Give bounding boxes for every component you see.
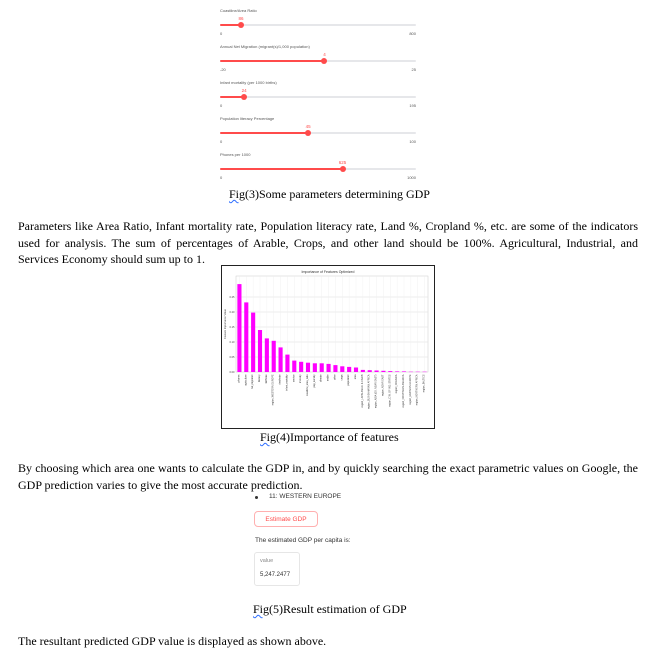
x-tick-label: birthrate [264,374,268,384]
bar [402,371,406,372]
slider-track[interactable] [220,60,416,62]
y-tick-label: 0.05 [229,356,235,359]
bar [313,363,317,372]
y-tick-label: 0.10 [229,341,235,344]
bar [279,347,283,372]
slider-max: 100 [409,139,416,144]
fig3-caption: Fig(3)Some parameters determining GDP [229,187,430,201]
bar [388,371,392,372]
slider-label: Phones per 1000 [220,152,251,157]
slider-thumb[interactable] [340,166,346,172]
slider[interactable] [218,44,418,76]
x-tick-label: region_OCEANIA [395,374,399,394]
x-tick-label: coastline_area_ratio [306,374,309,397]
x-tick-label: crops [340,374,344,381]
gdp-value: 5,247.2477 [260,572,291,578]
slider-min: 0 [220,175,223,180]
bar [395,371,399,372]
x-tick-label: industry [299,374,303,383]
slider-max: 800 [409,31,416,36]
fig4-caption: Fig(4)Importance of features [260,430,399,444]
slider-min: 0 [220,31,223,36]
x-tick-label: region_BALTICS [422,374,426,393]
bar [320,363,324,372]
slider-track[interactable] [220,96,416,98]
slider-value: 86 [238,16,244,21]
bar [251,313,255,372]
y-tick-label: 0.25 [229,296,235,299]
paragraph-parameters: Parameters like Area Ratio, Infant mortality rate, Population literacy rate, Land %, Cropland %, etc. are some of the indicators used for analysis. The sum of percentages of Arable, Crops, and other land should be 100%. Agricultural, Industrial, and Services Economy should sum up to 1. [18,219,638,266]
x-tick-label: region_C.W. OF IND. STATES [388,374,392,407]
slider[interactable] [218,8,418,40]
x-tick-label: pop_density [312,374,316,388]
bar [244,302,248,372]
bar [299,362,303,372]
x-tick-label: region_SUB-SAHARAN AFRICA [367,374,371,410]
slider-thumb[interactable] [305,130,311,136]
bar [306,363,310,372]
paragraph-result: The resultant predicted GDP value is displayed as shown above. [18,634,327,648]
slider-min: -20 [220,67,226,72]
y-tick-label: 0.15 [229,326,235,329]
bar [333,365,337,372]
slider-label: Annual Net Migration (migrant(s)/1,000 population) [220,44,310,49]
slider-max: 25 [411,67,416,72]
feature-importance-chart [221,265,435,429]
x-tick-label: region_NORTHERN AFRICA [415,374,419,406]
bar [361,370,365,372]
slider-fill [220,132,308,134]
slider-value: 4 [323,52,326,57]
x-tick-label: agriculture [244,374,248,386]
fig5-caption: Fig(5)Result estimation of GDP [253,602,407,616]
x-tick-label: population [347,374,351,386]
slider-min: 0 [220,103,223,108]
slider-thumb[interactable] [238,22,244,28]
chart-title: Importance of Features Optimized [301,270,355,274]
x-tick-label: area [354,374,357,380]
bullet-icon [255,496,258,499]
slider-value: 24 [241,88,247,93]
chart-svg [222,266,434,428]
bar [272,341,276,372]
bar [237,284,241,372]
x-tick-label: region_EASTERN EUROPE [408,374,412,405]
bar [368,370,372,372]
x-tick-label: phones [237,374,241,383]
result-value-table [254,552,300,586]
x-tick-label: deathrate [278,374,282,385]
slider-fill [220,168,343,170]
slider-max: 195 [409,103,416,108]
bar [265,338,269,372]
region-label: 11: WESTERN EUROPE [269,493,342,500]
slider-label: Infant mortality (per 1000 births) [220,80,277,85]
x-tick-label: region_ASIA (EX. NEAR EAST) [374,374,378,409]
x-tick-label: region_LATIN AMER. & CARIB [360,374,364,408]
bar [327,364,331,372]
x-tick-label: infant_mortality [285,374,289,391]
x-tick-label: region_WESTERN EUROPE [271,374,275,406]
region-list-item [258,493,341,500]
x-tick-label: climate [319,374,323,383]
slider-value: 45 [305,124,311,129]
bar [292,361,296,372]
slider-track[interactable] [220,168,416,170]
slider-label: Population literacy Percentage [220,116,275,121]
x-tick-label: region_NEAR EAST [381,374,385,397]
bar [347,367,351,372]
bar [258,330,262,372]
y-axis-label: Feature Importance Value [224,309,227,339]
parameter-sliders-figure [218,8,418,186]
y-tick-label: 0.00 [229,371,235,374]
x-tick-label: literacy [258,374,261,383]
value-column-header: value [260,558,274,564]
estimated-gdp-label: The estimated GDP per capita is: [255,537,351,544]
x-tick-label: service [292,374,296,383]
x-tick-label: other [333,374,337,380]
slider[interactable] [218,152,418,184]
slider-label: Coastline/Area Ratio [220,8,257,13]
slider-max: 1000 [407,175,416,180]
bar [340,366,344,372]
slider-thumb[interactable] [321,58,327,64]
bar [381,371,385,372]
slider-min: 0 [220,139,223,144]
slider[interactable] [218,80,418,112]
bar [285,355,289,372]
slider-track[interactable] [220,132,416,134]
bar [375,371,379,373]
estimate-gdp-button[interactable]: Estimate GDP [254,511,318,527]
paragraph-prediction: By choosing which area one wants to calculate the GDP in, and by quickly searching the exact parametric values on Google, the GDP prediction varies to give the most accurate prediction. [18,461,638,492]
x-tick-label: arable [326,374,330,382]
x-tick-label: region_NORTHERN AMERICA [402,374,405,408]
y-tick-label: 0.20 [229,311,235,314]
slider-thumb[interactable] [241,94,247,100]
slider-track[interactable] [220,24,416,26]
x-tick-label: net_migration [251,374,255,389]
plot-area [236,276,428,372]
slider[interactable] [218,116,418,148]
bar [354,368,358,373]
slider-value: 625 [338,160,347,165]
slider-fill [220,60,324,62]
